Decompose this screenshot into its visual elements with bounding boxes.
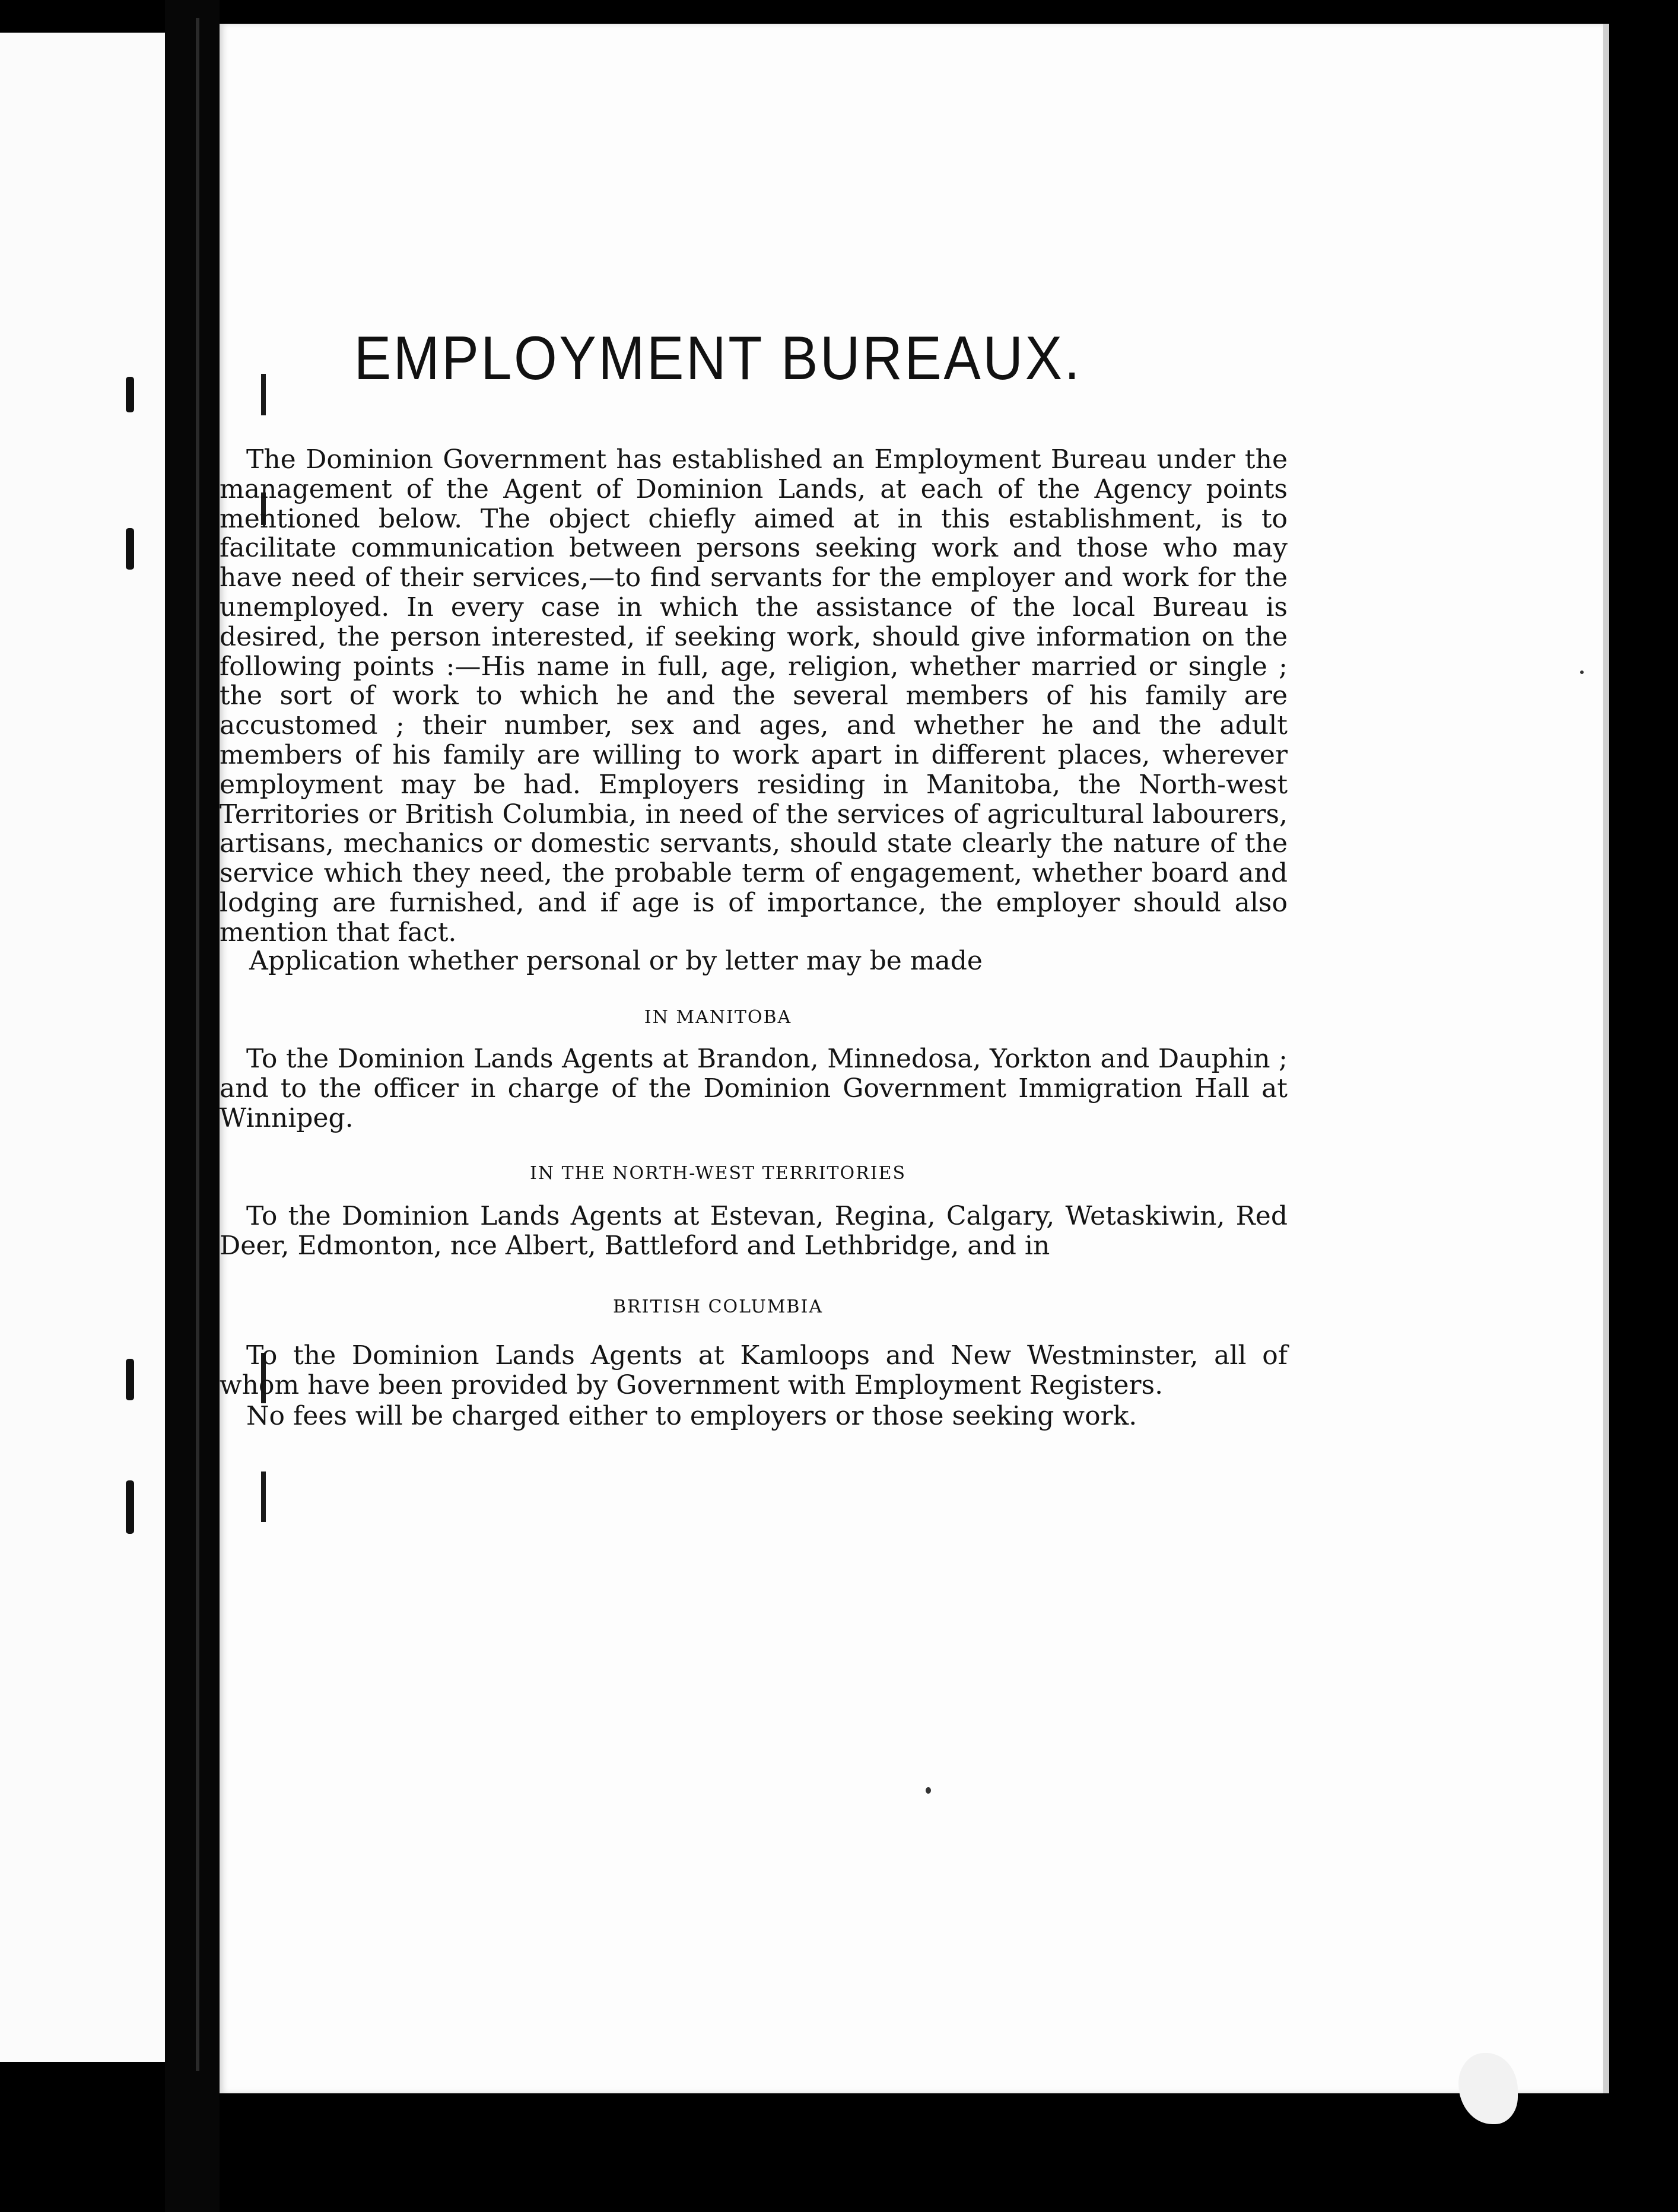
section-nwt-text: To the Dominion Lands Agents at Estevan, Regina, Calgary, Wetaskiwin, Red Deer, Edmonton, nce Albert, Battleford and Lethbridge, and in — [220, 1201, 1288, 1261]
binding-hole-mark — [126, 377, 134, 412]
section-british-columbia — [220, 1341, 1288, 1400]
page-edge — [1603, 24, 1609, 2093]
gutter-crease — [196, 18, 199, 2071]
section-manitoba-text: To the Dominion Lands Agents at Brandon, Minnedosa, Yorkton and Dauphin ; and to the officer in charge of the Dominion Government Immigration Hall at Winnipeg. — [220, 1044, 1288, 1133]
section-north-west-territories — [220, 1202, 1288, 1261]
ink-speck — [1580, 670, 1584, 674]
section-heading-manitoba: IN MANITOBA — [644, 1007, 792, 1028]
binding-gutter — [165, 0, 220, 2212]
intro-paragraph — [220, 445, 1288, 948]
binding-hole-mark — [126, 528, 134, 570]
section-manitoba — [220, 1044, 1288, 1133]
closing-line: No fees will be charged either to employers or those seeking work. — [246, 1401, 1137, 1431]
binding-hole-mark — [126, 1480, 134, 1534]
intro-text: The Dominion Government has established an Employment Bureau under the management of the Agent of Dominion Lands, at each of the Agency points mentioned below. The object chiefly aimed at in this establishment, is to facilitate communication between persons seeking work and those who may have need of their services,—to find servants for the employer and work for the unemployed. In every case in which the assistance of the local Bureau is desired, the person interested, if seeking work, should give information on the following points :—His name in full, age, religion, whether married or single ; the sort of work to which he and the several members of his family are accustomed ; their number, sex and ages, and whether he and the adult members of his family are willing to work apart in different places, wherever employment may be had. Employers residing in Manitoba, the North-west Territories or British Columbia, in need of the services of agricultural labourers, artisans, mechanics or domestic servants, should state clearly the nature of the service which they need, the probable term of engagement, whether board and lodging are furnished, and if age is of importance, the employer should also mention that fact. — [220, 444, 1288, 948]
page-title: EMPLOYMENT BUREAUX. — [354, 324, 1082, 393]
binding-hole-mark — [126, 1359, 134, 1400]
binding-thread-mark — [261, 1472, 266, 1522]
ink-speck — [926, 1787, 931, 1794]
section-heading-north-west-territories: IN THE NORTH-WEST TERRITORIES — [529, 1163, 907, 1184]
paper-tear — [1458, 2053, 1518, 2124]
facing-page — [0, 33, 165, 2062]
application-line: Application whether personal or by letter may be made — [249, 946, 983, 976]
section-bc-text: To the Dominion Lands Agents at Kamloops and New Westminster, all of whom have been provided by Government with Employment Registers. — [220, 1340, 1288, 1400]
section-heading-british-columbia: BRITISH COLUMBIA — [613, 1296, 823, 1317]
